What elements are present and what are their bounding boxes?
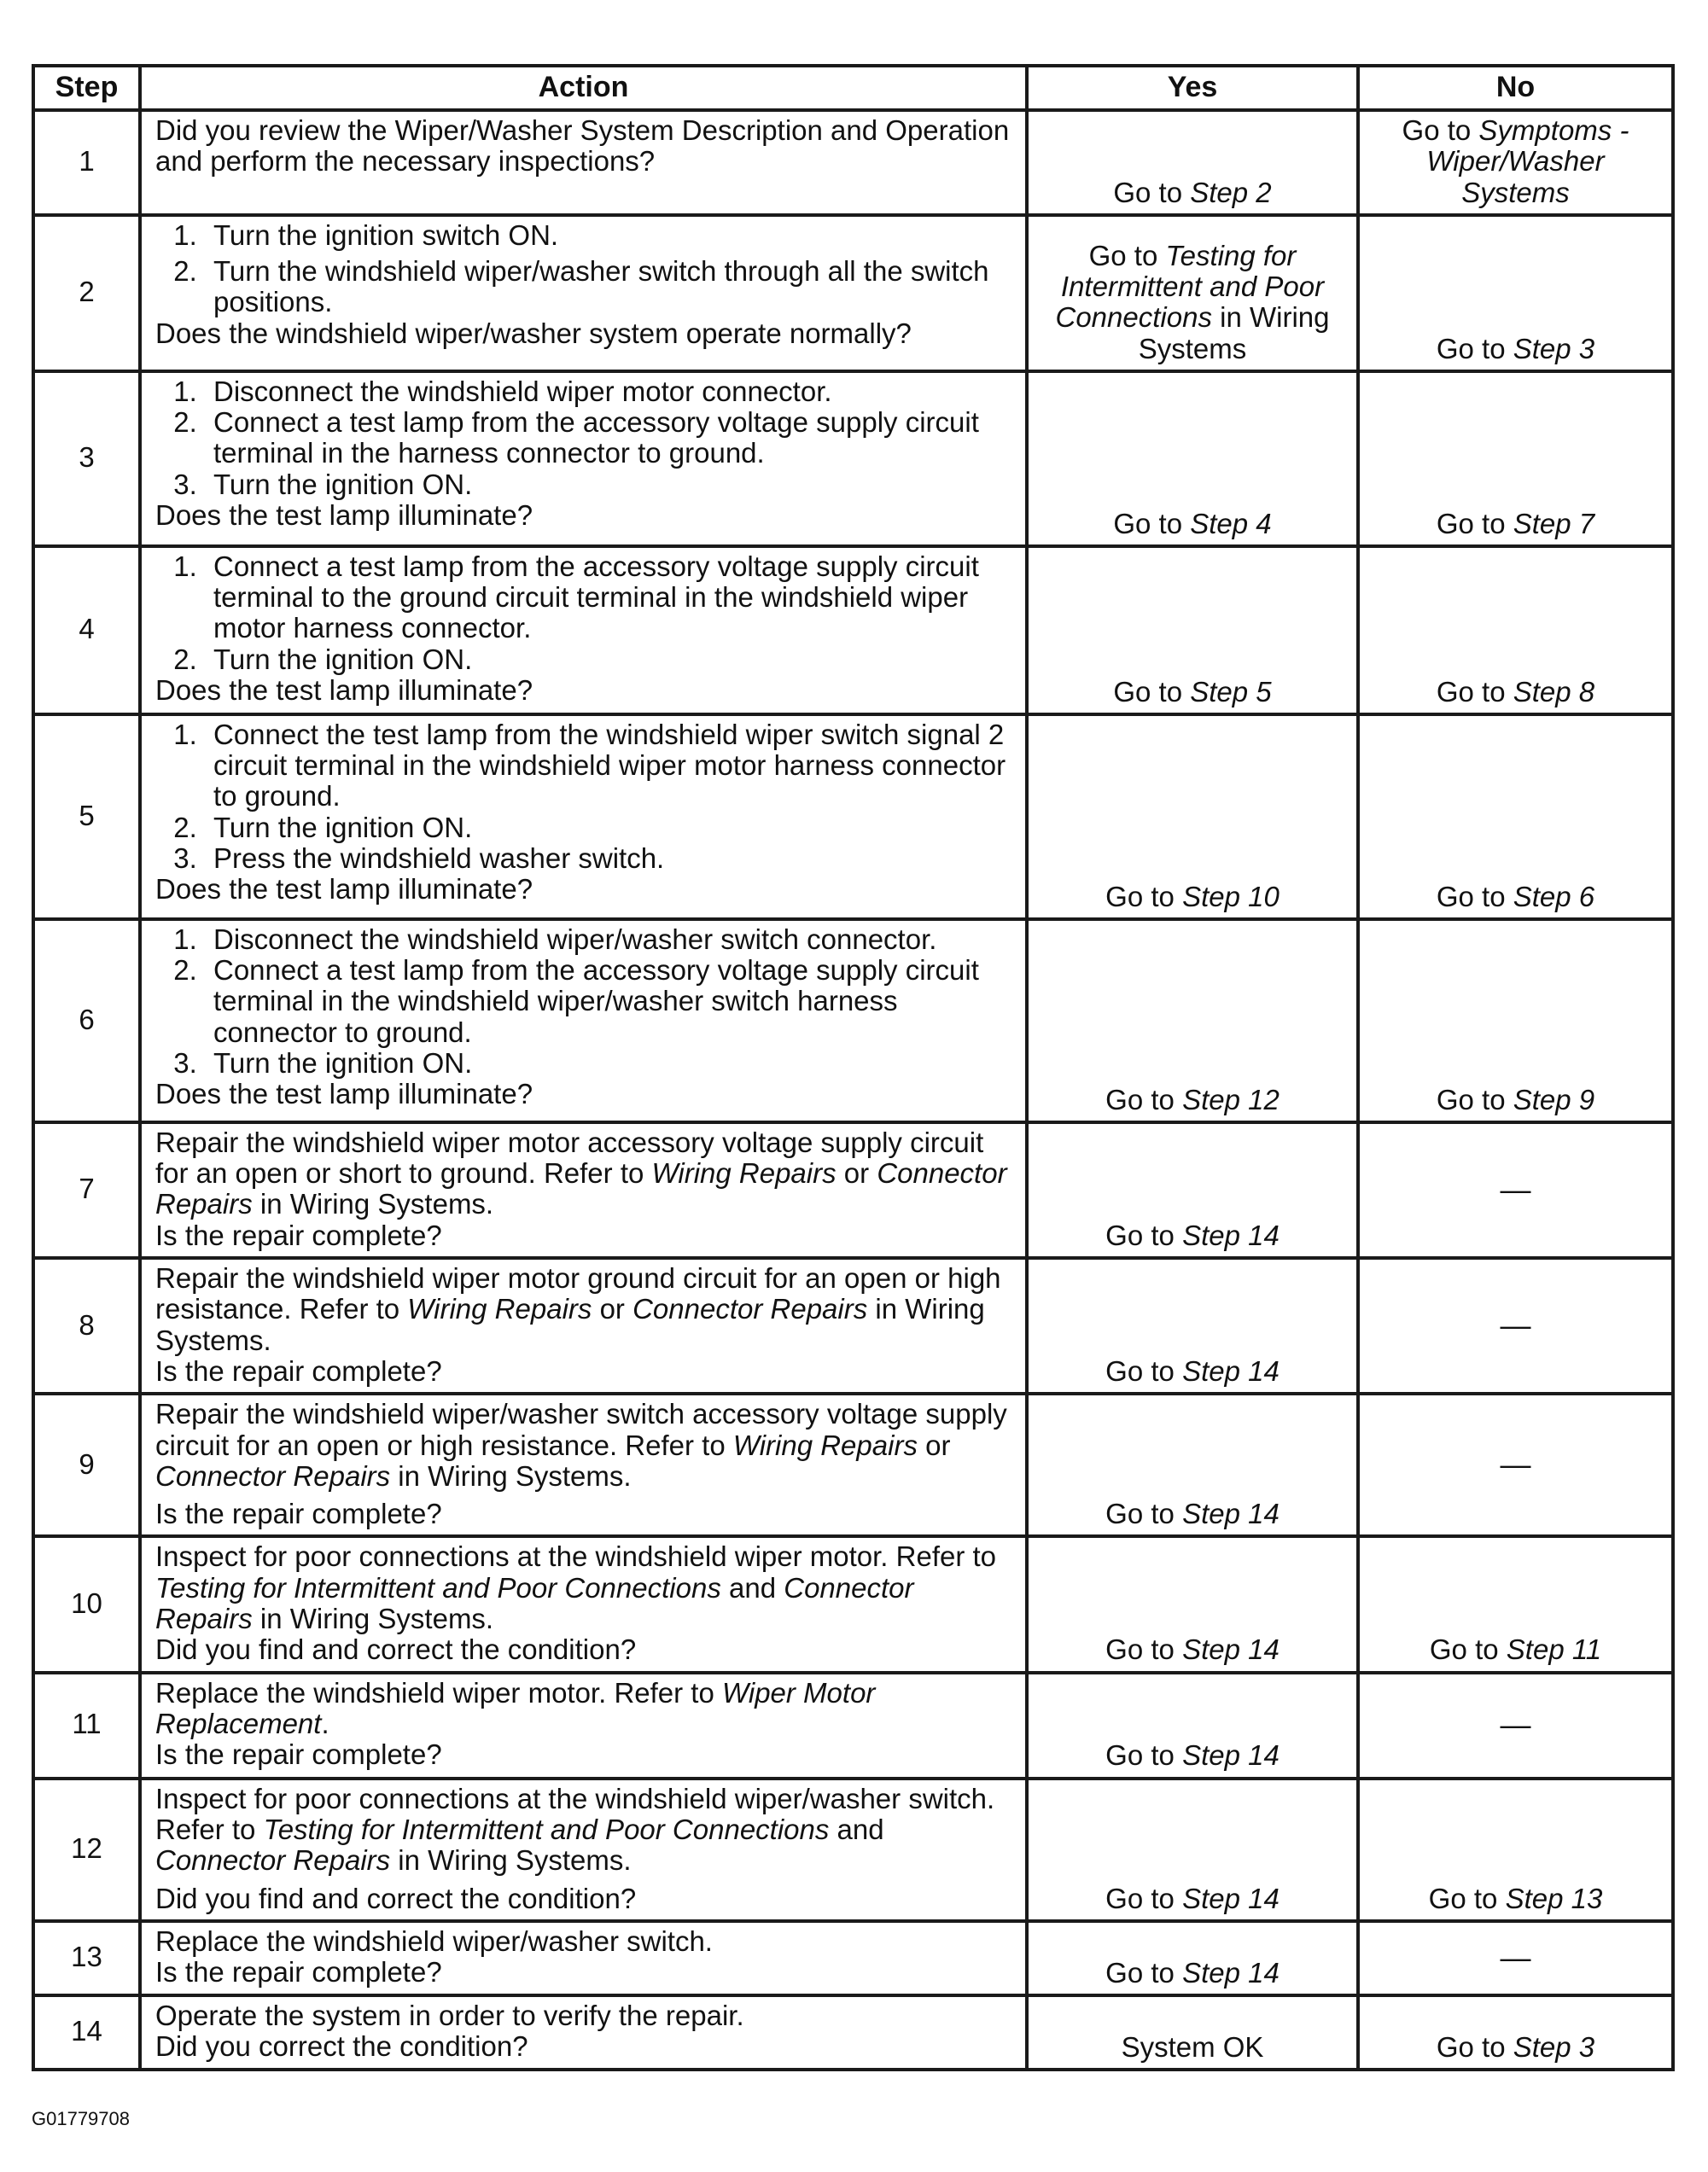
- yes-prefix: Go to: [1105, 1633, 1183, 1666]
- action-question: Did you find and correct the condition?: [155, 1633, 637, 1666]
- yes-cell: [1027, 1779, 1358, 1921]
- action-steps-list: [155, 220, 1011, 318]
- action-text-c: in Wiring Systems.: [155, 1293, 985, 1356]
- action-step-item: 1. Disconnect the windshield wiper/washer switch connector.: [205, 924, 1011, 955]
- table-row: [33, 546, 1673, 714]
- step-number: 9: [33, 1394, 140, 1536]
- action-steps-list: [155, 719, 1011, 874]
- no-cell: [1358, 110, 1673, 215]
- action-cell: [140, 371, 1027, 546]
- no-step-link[interactable]: Symptoms - Wiper/Washer Systems: [1426, 114, 1629, 208]
- action-steps-list: [155, 551, 1011, 675]
- connector-repairs-link[interactable]: Connector Repairs: [155, 1844, 391, 1877]
- action-cell: [140, 1258, 1027, 1394]
- action-text-b: and: [829, 1813, 884, 1845]
- testing-intermittent-link[interactable]: Testing for Intermittent and Poor Connections: [263, 1813, 830, 1845]
- action-question: Did you find and correct the condition?: [155, 1882, 637, 1914]
- action-text: [155, 1784, 1011, 1877]
- yes-cell: [1027, 919, 1358, 1122]
- yes-suffix: in Wiring Systems: [1138, 301, 1330, 364]
- action-text-b: or: [836, 1157, 877, 1190]
- yes-step-link[interactable]: Step 12: [1182, 1083, 1280, 1115]
- wiring-repairs-link[interactable]: Wiring Repairs: [651, 1157, 837, 1190]
- yes-cell: [1027, 546, 1358, 714]
- yes-prefix: Go to: [1113, 675, 1191, 708]
- action-text: Replace the windshield wiper/washer switch.: [155, 1925, 713, 1957]
- yes-prefix: Go to: [1105, 1882, 1183, 1914]
- table-row: [33, 919, 1673, 1122]
- table-row: [33, 1779, 1673, 1921]
- action-text-a: Repair the windshield wiper/washer switch accessory voltage supply circuit for an open or high resistance. Refer to: [155, 1398, 1007, 1461]
- action-text-a: Inspect for poor connections at the windshield wiper motor. Refer to: [155, 1540, 997, 1573]
- table-row: [33, 1394, 1673, 1536]
- action-text: [155, 1541, 1011, 1634]
- step-number: 14: [33, 1995, 140, 2070]
- action-step-item: 2. Connect a test lamp from the accessory voltage supply circuit terminal in the harness connector to ground.: [205, 407, 1011, 469]
- action-step-item: 2. Turn the ignition ON.: [205, 644, 1011, 675]
- table-row: [33, 371, 1673, 546]
- yes-cell: [1027, 110, 1358, 215]
- no-cell: —: [1358, 1394, 1673, 1536]
- action-text-c: in Wiring Systems.: [390, 1459, 632, 1492]
- yes-cell: [1027, 1258, 1358, 1394]
- step-number: 10: [33, 1536, 140, 1672]
- no-step-link[interactable]: Step 6: [1513, 880, 1595, 912]
- action-text-a: Repair the windshield wiper motor accessory voltage supply circuit for an open or short to ground. Refer to: [155, 1126, 984, 1190]
- yes-reference-link[interactable]: Testing for Intermittent and Poor Connections: [1055, 239, 1325, 334]
- header-yes: Yes: [1027, 66, 1358, 110]
- action-cell: [140, 1536, 1027, 1672]
- action-question: Is the repair complete?: [155, 1219, 442, 1251]
- action-step-item: 3. Turn the ignition ON.: [205, 469, 1011, 500]
- action-text-a: Replace the windshield wiper motor. Refer to: [155, 1676, 722, 1709]
- action-question: Does the windshield wiper/washer system operate normally?: [155, 317, 912, 349]
- yes-cell: [1027, 1921, 1358, 1995]
- step-number: 2: [33, 215, 140, 371]
- yes-prefix: Go to: [1113, 507, 1191, 539]
- no-cell: —: [1358, 1921, 1673, 1995]
- no-prefix: Go to: [1436, 675, 1513, 708]
- yes-step-link[interactable]: Step 4: [1190, 507, 1272, 539]
- no-cell: [1358, 1779, 1673, 1921]
- no-step-link[interactable]: Step 11: [1506, 1633, 1602, 1666]
- yes-prefix: Go to: [1105, 1219, 1183, 1251]
- action-cell: [140, 1394, 1027, 1536]
- yes-step-link[interactable]: Step 14: [1182, 1633, 1280, 1666]
- yes-prefix: Go to: [1105, 1498, 1183, 1530]
- action-cell: [140, 919, 1027, 1122]
- action-question: Is the repair complete?: [155, 1354, 442, 1387]
- yes-cell: [1027, 371, 1358, 546]
- table-row: [33, 1995, 1673, 2070]
- wiper-motor-replacement-link[interactable]: Wiper Motor Replacement: [155, 1676, 876, 1739]
- table-row: [33, 714, 1673, 919]
- table-row: [33, 1258, 1673, 1394]
- action-text-c: in Wiring Systems.: [252, 1188, 494, 1220]
- yes-step-link[interactable]: Step 2: [1190, 176, 1272, 208]
- action-question: Is the repair complete?: [155, 1498, 442, 1530]
- action-cell: [140, 1921, 1027, 1995]
- no-prefix: Go to: [1428, 1882, 1506, 1914]
- yes-prefix: Go to: [1105, 1083, 1183, 1115]
- action-cell: [140, 215, 1027, 371]
- yes-cell: [1027, 1394, 1358, 1536]
- wiring-repairs-link[interactable]: Wiring Repairs: [407, 1293, 592, 1325]
- no-prefix: Go to: [1436, 1083, 1513, 1115]
- no-prefix: Go to: [1402, 114, 1479, 146]
- action-question: Did you correct the condition?: [155, 2030, 528, 2063]
- no-cell: [1358, 215, 1673, 371]
- action-cell: [140, 1673, 1027, 1779]
- action-question: Does the test lamp illuminate?: [155, 873, 533, 905]
- table-row: [33, 1122, 1673, 1258]
- yes-cell: [1027, 215, 1358, 371]
- step-number: 1: [33, 110, 140, 215]
- no-step-link[interactable]: Step 3: [1513, 332, 1595, 364]
- no-cell: —: [1358, 1673, 1673, 1779]
- header-step: Step: [33, 66, 140, 110]
- action-text: Did you review the Wiper/Washer System Description and Operation and perform the necessary inspections?: [155, 114, 1010, 178]
- action-text: [155, 1399, 1011, 1492]
- yes-cell: [1027, 1673, 1358, 1779]
- action-text-b: or: [592, 1293, 633, 1325]
- header-row: [33, 66, 1673, 110]
- no-cell: [1358, 371, 1673, 546]
- action-text-a: Inspect for poor connections at the windshield wiper/washer switch. Refer to: [155, 1782, 995, 1845]
- step-number: 6: [33, 919, 140, 1122]
- yes-step-link[interactable]: Step 14: [1182, 1956, 1280, 1989]
- action-step-item: 1. Turn the ignition switch ON.: [205, 220, 1011, 251]
- yes-prefix: Go to: [1113, 176, 1191, 208]
- yes-step-link[interactable]: Step 14: [1182, 1354, 1280, 1387]
- action-text-c: .: [321, 1707, 329, 1739]
- no-step-link[interactable]: Step 7: [1513, 507, 1595, 539]
- action-step-item: 1. Disconnect the windshield wiper motor connector.: [205, 376, 1011, 407]
- connector-repairs-link[interactable]: Connector Repairs: [155, 1571, 914, 1635]
- action-steps-list: [155, 376, 1011, 500]
- yes-step-link[interactable]: Step 10: [1182, 880, 1280, 912]
- yes-cell: [1027, 714, 1358, 919]
- yes-prefix: Go to: [1105, 1739, 1183, 1772]
- action-text-c: in Wiring Systems.: [390, 1844, 632, 1877]
- action-step-item: 1. Connect the test lamp from the windshield wiper switch signal 2 circuit terminal in the windshield wiper motor harness connector to ground.: [205, 719, 1011, 812]
- step-number: 5: [33, 714, 140, 919]
- action-text: [155, 1127, 1011, 1220]
- no-cell: [1358, 1995, 1673, 2070]
- action-cell: [140, 714, 1027, 919]
- yes-prefix: Go to: [1105, 1354, 1183, 1387]
- no-cell: [1358, 714, 1673, 919]
- connector-repairs-link[interactable]: Connector Repairs: [632, 1293, 868, 1325]
- step-number: 3: [33, 371, 140, 546]
- wiring-repairs-link[interactable]: Wiring Repairs: [732, 1429, 918, 1461]
- header-no: No: [1358, 66, 1673, 110]
- action-question: Is the repair complete?: [155, 1738, 442, 1771]
- yes-step-link[interactable]: Step 14: [1182, 1882, 1280, 1914]
- action-step-item: 2. Connect a test lamp from the accessory voltage supply circuit terminal in the windshield wiper/washer switch harness connector to ground.: [205, 955, 1011, 1048]
- no-cell: [1358, 919, 1673, 1122]
- step-number: 8: [33, 1258, 140, 1394]
- step-number: 12: [33, 1779, 140, 1921]
- action-text-c: in Wiring Systems.: [252, 1603, 494, 1635]
- action-step-item: 3. Turn the ignition ON.: [205, 1048, 1011, 1079]
- action-cell: [140, 1995, 1027, 2070]
- action-step-item: 3. Press the windshield washer switch.: [205, 843, 1011, 874]
- action-steps-list: [155, 924, 1011, 1079]
- step-number: 11: [33, 1673, 140, 1779]
- diagnostic-table: [32, 64, 1675, 2071]
- action-text-b: or: [917, 1429, 951, 1461]
- table-row: [33, 1536, 1673, 1672]
- no-prefix: Go to: [1429, 1633, 1507, 1666]
- no-cell: —: [1358, 1122, 1673, 1258]
- yes-step-link[interactable]: Step 14: [1182, 1739, 1280, 1772]
- action-step-item: 1. Connect a test lamp from the accessory voltage supply circuit terminal to the ground circuit terminal in the windshield wiper motor harness connector.: [205, 551, 1011, 644]
- yes-cell: [1027, 1122, 1358, 1258]
- table-row: [33, 215, 1673, 371]
- action-cell: [140, 1779, 1027, 1921]
- action-question: Does the test lamp illuminate?: [155, 1078, 533, 1110]
- no-prefix: Go to: [1436, 332, 1513, 364]
- yes-step-link[interactable]: Step 14: [1182, 1498, 1280, 1530]
- testing-intermittent-link[interactable]: Testing for Intermittent and Poor Connections: [155, 1571, 721, 1604]
- action-cell: [140, 1122, 1027, 1258]
- yes-prefix: Go to: [1088, 239, 1166, 271]
- action-text: [155, 1263, 1011, 1356]
- action-question: Is the repair complete?: [155, 1956, 442, 1989]
- no-cell: [1358, 546, 1673, 714]
- no-step-link[interactable]: Step 9: [1513, 1083, 1595, 1115]
- action-text-a: Repair the windshield wiper motor ground circuit for an open or high resistance. Refer to: [155, 1262, 1001, 1325]
- no-cell: —: [1358, 1258, 1673, 1394]
- step-number: 7: [33, 1122, 140, 1258]
- step-number: 13: [33, 1921, 140, 1995]
- no-prefix: Go to: [1436, 880, 1513, 912]
- connector-repairs-link[interactable]: Connector Repairs: [155, 1157, 1007, 1220]
- no-prefix: Go to: [1436, 2030, 1513, 2063]
- step-number: 4: [33, 546, 140, 714]
- yes-prefix: Go to: [1105, 1956, 1183, 1989]
- no-step-link[interactable]: Step 13: [1505, 1882, 1603, 1914]
- table-row: [33, 1673, 1673, 1779]
- yes-prefix: Go to: [1105, 880, 1183, 912]
- action-question: Does the test lamp illuminate?: [155, 674, 533, 707]
- yes-cell: System OK: [1027, 1995, 1358, 2070]
- yes-cell: [1027, 1536, 1358, 1672]
- connector-repairs-link[interactable]: Connector Repairs: [155, 1459, 391, 1492]
- table-row: [33, 110, 1673, 215]
- no-step-link[interactable]: Step 3: [1513, 2030, 1595, 2063]
- action-text-b: and: [720, 1571, 784, 1604]
- action-cell: [140, 110, 1027, 215]
- yes-step-link[interactable]: Step 5: [1190, 675, 1272, 708]
- action-text: Operate the system in order to verify the repair.: [155, 1999, 744, 2031]
- action-question: Does the test lamp illuminate?: [155, 499, 533, 532]
- action-step-item: 2. Turn the ignition ON.: [205, 812, 1011, 843]
- header-action: Action: [140, 66, 1027, 110]
- yes-step-link[interactable]: Step 14: [1182, 1219, 1280, 1251]
- action-text: [155, 1678, 1011, 1740]
- no-prefix: Go to: [1436, 507, 1513, 539]
- action-step-item: 2. Turn the windshield wiper/washer switch through all the switch positions.: [205, 256, 1011, 318]
- no-cell: [1358, 1536, 1673, 1672]
- no-step-link[interactable]: Step 8: [1513, 675, 1595, 708]
- action-cell: [140, 546, 1027, 714]
- table-row: [33, 1921, 1673, 1995]
- figure-id-label: G01779708: [32, 2108, 130, 2129]
